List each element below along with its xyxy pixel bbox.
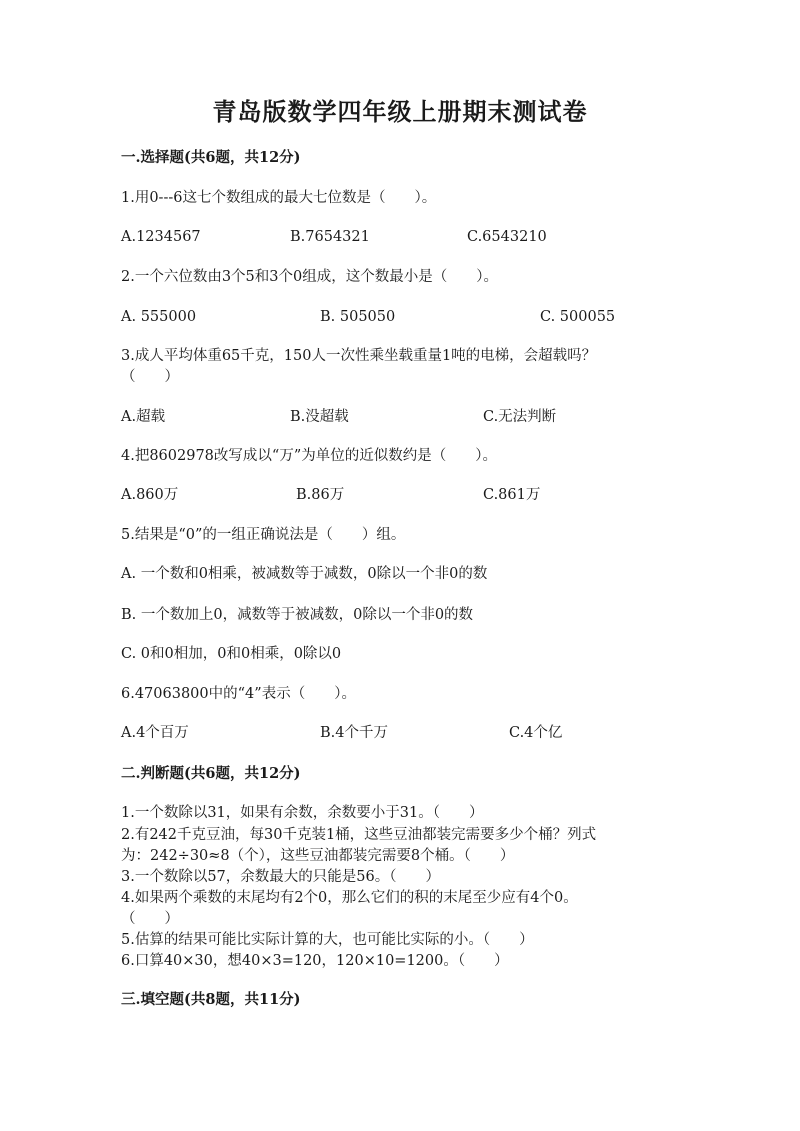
judgement-line: 1.一个数除以31，如果有余数，余数要小于31。（ ） [121,805,484,821]
question-5-option-b: B. 一个数加上0，减数等于被减数，0除以一个非0的数 [121,607,474,623]
question-4-option-b: B.86万 [296,487,345,503]
question-2: 2.一个六位数由3个5和3个0组成，这个数最小是（ ）。 [121,269,498,285]
question-3-option-b: B.没超载 [290,409,349,425]
question-2-option-a: A. 555000 [121,309,197,325]
question-3: 3.成人平均体重65千克，150人一次性乘坐载重量1吨的电梯，会超载吗？ [121,348,597,364]
judgement-line: 4.如果两个乘数的末尾均有2个0，那么它们的积的末尾至少应有4个0。 [121,890,578,906]
judgement-line: （ ） [121,911,179,927]
question-3-option-c: C.无法判断 [483,409,557,425]
question-4: 4.把8602978改写成以“万”为单位的近似数约是（ ）。 [121,448,497,464]
question-6: 6.47063800中的“4”表示（ ）。 [121,686,356,702]
question-6-option-a: A.4个百万 [121,725,189,741]
question-1: 1.用0---6这七个数组成的最大七位数是（ ）。 [121,190,437,206]
question-1-option-a: A.1234567 [121,229,201,245]
question-5-option-c: C. 0和0相加，0和0相乘，0除以0 [121,646,342,662]
judgement-line: 为：242÷30≈8（个），这些豆油都装完需要8个桶。（ ） [121,848,515,864]
question-1-option-c: C.6543210 [467,229,547,245]
question-2-option-c: C. 500055 [540,309,616,325]
question-1-option-b: B.7654321 [290,229,370,245]
judgement-line: 3.一个数除以57，余数最大的只能是56。（ ） [121,869,440,885]
question-6-option-c: C.4个亿 [509,725,563,741]
question-2-option-b: B. 505050 [320,309,396,325]
judgement-line: 5.估算的结果可能比实际计算的大，也可能比实际的小。（ ） [121,932,534,948]
page-title: 青岛版数学四年级上册期末测试卷 [212,97,588,126]
section-heading-judgement: 二.判断题(共6题，共12分) [121,765,301,782]
section-heading-choice: 一.选择题(共6题，共12分) [121,149,301,166]
question-3-blank: （ ） [121,369,179,385]
judgement-line: 2.有242千克豆油，每30千克装1桶，这些豆油都装完需要多少个桶？列式 [121,827,597,843]
question-4-option-a: A.860万 [121,487,179,503]
judgement-line: 6.口算40×30，想40×3=120，120×10=1200。（ ） [121,953,509,969]
question-3-option-a: A.超载 [121,409,166,425]
section-heading-fill-blank: 三.填空题(共8题，共11分) [121,991,301,1008]
question-5: 5.结果是“0”的一组正确说法是（ ）组。 [121,527,406,543]
question-6-option-b: B.4个千万 [320,725,388,741]
question-5-option-a: A. 一个数和0相乘，被减数等于减数，0除以一个非0的数 [121,566,488,582]
question-4-option-c: C.861万 [483,487,541,503]
